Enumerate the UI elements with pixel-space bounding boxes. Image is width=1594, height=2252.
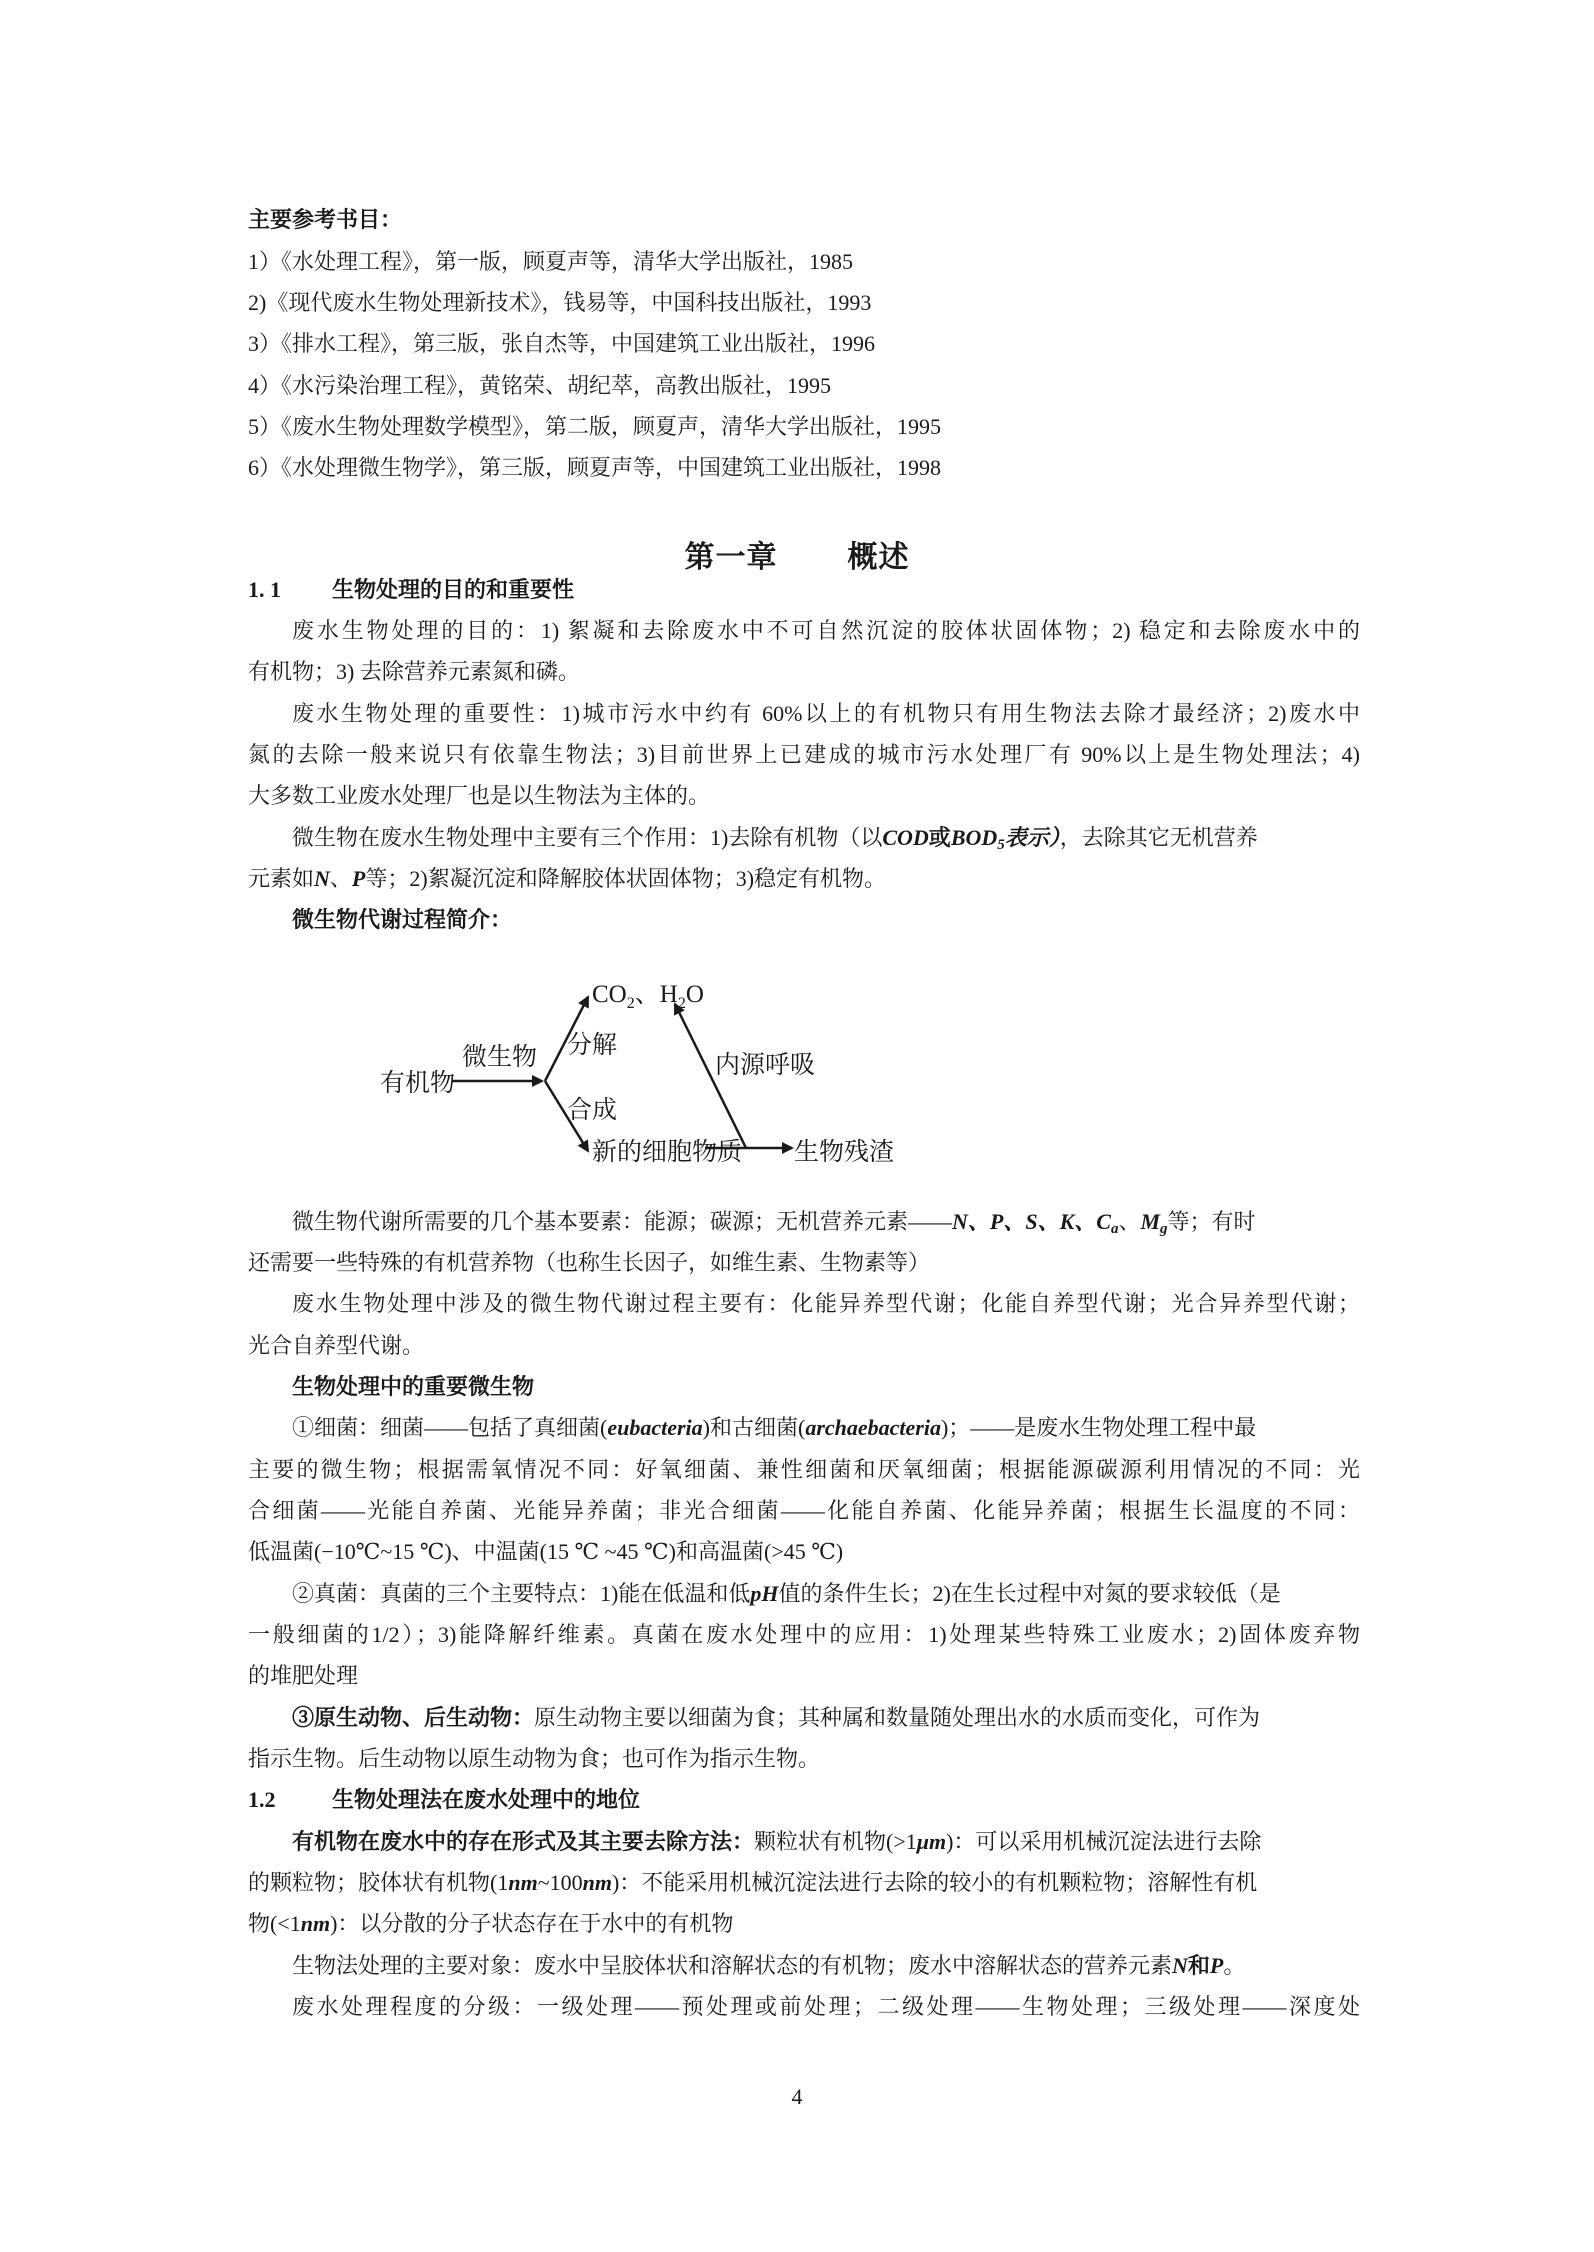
- co2-subscript: 2: [626, 995, 635, 1012]
- paragraph-line: 还需要一些特殊的有机营养物（也称生长因子，如维生素、生物素等）: [248, 1250, 931, 1275]
- element-p: P: [1209, 1953, 1224, 1978]
- text: ，去除其它无机营养: [1059, 825, 1258, 850]
- label-co2-h2o: [592, 981, 704, 1012]
- text: ①细菌：细菌——包括了真细菌(: [292, 1415, 608, 1440]
- label-endogenous: 内源呼吸: [715, 1052, 816, 1079]
- reference-item: 5）《废水生物处理数学模型》，第二版，顾夏声，清华大学出版社，1995: [248, 414, 942, 439]
- term-eubacteria: eubacteria: [607, 1415, 703, 1440]
- text: 、: [329, 866, 352, 891]
- paragraph-line: 合细菌——光能自养菌、光能异养菌；非光合细菌——化能自养菌、化能异养菌；根据生长温度的不同：: [248, 1498, 1360, 1523]
- chapter-number: 第一章: [684, 541, 778, 574]
- paragraph-line: [292, 1413, 1360, 1443]
- forms-label: 有机物在废水中的存在形式及其主要去除方法：: [292, 1829, 755, 1854]
- references-heading: 主要参考书目：: [248, 207, 403, 232]
- element-n: N: [1172, 1953, 1188, 1978]
- section-heading-1-2: [248, 1785, 1360, 1815]
- element-list: N、P、S、K、: [952, 1209, 1097, 1234]
- paragraph-line: [248, 1909, 1360, 1939]
- text: 微生物在废水生物处理中主要有三个作用：1)去除有机物（以: [292, 825, 883, 850]
- section-number: 1.2: [248, 1787, 276, 1812]
- paragraph-line: 废水生物处理中涉及的微生物代谢过程主要有：化能异养型代谢；化能自养型代谢；光合异养型代谢；: [292, 1291, 1360, 1316]
- co2-text: CO: [592, 981, 627, 1008]
- subheading-important-microbes: 生物处理中的重要微生物: [292, 1374, 535, 1399]
- label-microbe: 微生物: [462, 1044, 538, 1071]
- h2o-o: O: [685, 981, 704, 1008]
- text: 或: [928, 825, 951, 850]
- label-organic: 有机物: [380, 1070, 456, 1097]
- text: 值的条件生长；2)在生长过程中对氮的要求较低（是: [778, 1581, 1281, 1606]
- reference-item: 2)《现代废水生物处理新技术》，钱易等，中国科技出版社，1993: [248, 290, 872, 315]
- element-n: N: [314, 866, 330, 891]
- paragraph-line: 废水处理程度的分级：一级处理——预处理或前处理；二级处理——生物处理；三级处理——深度处: [292, 1994, 1360, 2019]
- element-p: P: [351, 866, 366, 891]
- paragraph-line: [292, 1951, 1360, 1981]
- text: )：以分散的分子状态存在于水中的有机物: [330, 1911, 734, 1936]
- text: 等；有时: [1167, 1209, 1256, 1234]
- paragraph-line: 光合自养型代谢。: [248, 1333, 425, 1358]
- label-new-cells: 新的细胞物质: [592, 1139, 743, 1166]
- cod-term: COD: [882, 825, 929, 850]
- section-title: 生物处理法在废水处理中的地位: [332, 1787, 641, 1812]
- paragraph-line: 有机物；3) 去除营养元素氮和磷。: [248, 659, 580, 684]
- element-c-subscript: a: [1110, 1221, 1119, 1237]
- unit-nm: nm: [582, 1870, 612, 1895]
- paragraph-line: 指示生物。后生动物以原生动物为食；也可作为指示生物。: [248, 1746, 821, 1771]
- text: 等；2)絮凝沉淀和降解胶体状固体物；3)稳定有机物。: [365, 866, 887, 891]
- paragraph-line: [292, 1579, 1360, 1609]
- paragraph-line: 低温菌(−10℃~15 ℃)、中温菌(15 ℃ ~45 ℃)和高温菌(>45 ℃): [248, 1539, 844, 1564]
- text: )；——是废水生物处理工程中最: [940, 1415, 1257, 1440]
- unit-um: μm: [916, 1829, 947, 1854]
- label-decompose: 分解: [567, 1032, 618, 1059]
- paragraph-line: [292, 1703, 1360, 1733]
- paragraph-line: 废水生物处理的重要性：1)城市污水中约有 60%以上的有机物只有用生物法去除才最经济；2)废水中: [292, 701, 1360, 726]
- text: 的颗粒物；胶体状有机物(1: [248, 1870, 509, 1895]
- paragraph-line: 氮的去除一般来说只有依靠生物法；3)目前世界上已建成的城市污水处理厂有 90%以上是生物处理法；4): [248, 742, 1360, 767]
- text: 。: [1223, 1953, 1246, 1978]
- element-m: M: [1140, 1209, 1161, 1234]
- term-ph: pH: [750, 1581, 779, 1606]
- bod-term: BOD: [950, 825, 998, 850]
- reference-item: 6）《水处理微生物学》，第三版，顾夏声等，中国建筑工业出版社，1998: [248, 455, 942, 480]
- text: 原生动物主要以细菌为食；其种属和数量随处理出水的水质而变化，可作为: [534, 1705, 1261, 1730]
- text: )和古细菌(: [702, 1415, 806, 1440]
- separator: 、: [634, 981, 660, 1008]
- text: ~100: [537, 1870, 583, 1895]
- paragraph-line: 的堆肥处理: [248, 1663, 359, 1688]
- reference-item: 3）《排水工程》，第三版，张自杰等，中国建筑工业出版社，1996: [248, 331, 876, 356]
- label-synthesize: 合成: [567, 1097, 618, 1124]
- h2o-h: H: [659, 981, 678, 1008]
- unit-nm: nm: [508, 1870, 538, 1895]
- term-archaebacteria: archaebacteria: [805, 1415, 941, 1440]
- text: 元素如: [248, 866, 315, 891]
- paragraph-line: 主要的微生物；根据需氧情况不同：好氧细菌、兼性细菌和厌氧细菌；根据能源碳源利用情况的不同：光: [248, 1457, 1360, 1482]
- section-heading-1-1: [248, 575, 1360, 605]
- paragraph-line: [292, 823, 1360, 853]
- text: 、: [1118, 1209, 1141, 1234]
- subheading-metabolism: 微生物代谢过程简介：: [292, 907, 513, 932]
- text: )：可以采用机械沉淀法进行去除: [946, 1829, 1262, 1854]
- h2o-subscript: 2: [677, 995, 686, 1012]
- text: 颗粒状有机物(>1: [754, 1829, 917, 1854]
- page-number: 4: [791, 2084, 803, 2109]
- metabolism-diagram: [380, 955, 1160, 1185]
- text: )：不能采用机械沉淀法进行去除的较小的有机颗粒物；溶解性有机: [611, 1870, 1258, 1895]
- text: 和: [1187, 1953, 1210, 1978]
- paragraph-line: 大多数工业废水处理厂也是以生物法为主体的。: [248, 783, 711, 808]
- element-c: C: [1096, 1209, 1111, 1234]
- label-residue: 生物残渣: [794, 1139, 895, 1166]
- paragraph-line: 一般细菌的1/2）；3)能降解纤维素。真菌在废水处理中的应用：1)处理某些特殊工业废水；2)固体废弃物: [248, 1622, 1360, 1647]
- element-m-subscript: g: [1160, 1221, 1168, 1237]
- chapter-title: [0, 532, 1594, 576]
- unit-nm: nm: [300, 1911, 331, 1936]
- section-title: 生物处理的目的和重要性: [332, 577, 575, 602]
- reference-item: 4）《水污染治理工程》，黄铭荣、胡纪萃，高教出版社，1995: [248, 373, 832, 398]
- section-number: 1. 1: [248, 577, 281, 602]
- text: 物(<1: [248, 1911, 301, 1936]
- reference-item: 1）《水处理工程》，第一版，顾夏声等，清华大学出版社，1985: [248, 249, 854, 274]
- text: 微生物代谢所需要的几个基本要素：能源；碳源；无机营养元素——: [292, 1209, 953, 1234]
- text: ②真菌：真菌的三个主要特点：1)能在低温和低: [292, 1581, 751, 1606]
- paragraph-line: [248, 1868, 1360, 1898]
- protozoa-label: ③原生动物、后生动物：: [292, 1705, 535, 1730]
- paragraph-line: 废水生物处理的目的：1) 絮凝和去除废水中不可自然沉淀的胶体状固体物；2) 稳定和去除废水中的: [292, 618, 1360, 643]
- paragraph-line: [292, 1827, 1360, 1857]
- text: 生物法处理的主要对象：废水中呈胶体状和溶解状态的有机物；废水中溶解状态的营养元素: [292, 1953, 1173, 1978]
- paragraph-line: [248, 864, 1360, 894]
- bod-subscript: 5: [997, 837, 1005, 853]
- text: 表示）: [1004, 825, 1060, 850]
- paragraph-line: [292, 1207, 1360, 1237]
- chapter-name: 概述: [847, 541, 910, 574]
